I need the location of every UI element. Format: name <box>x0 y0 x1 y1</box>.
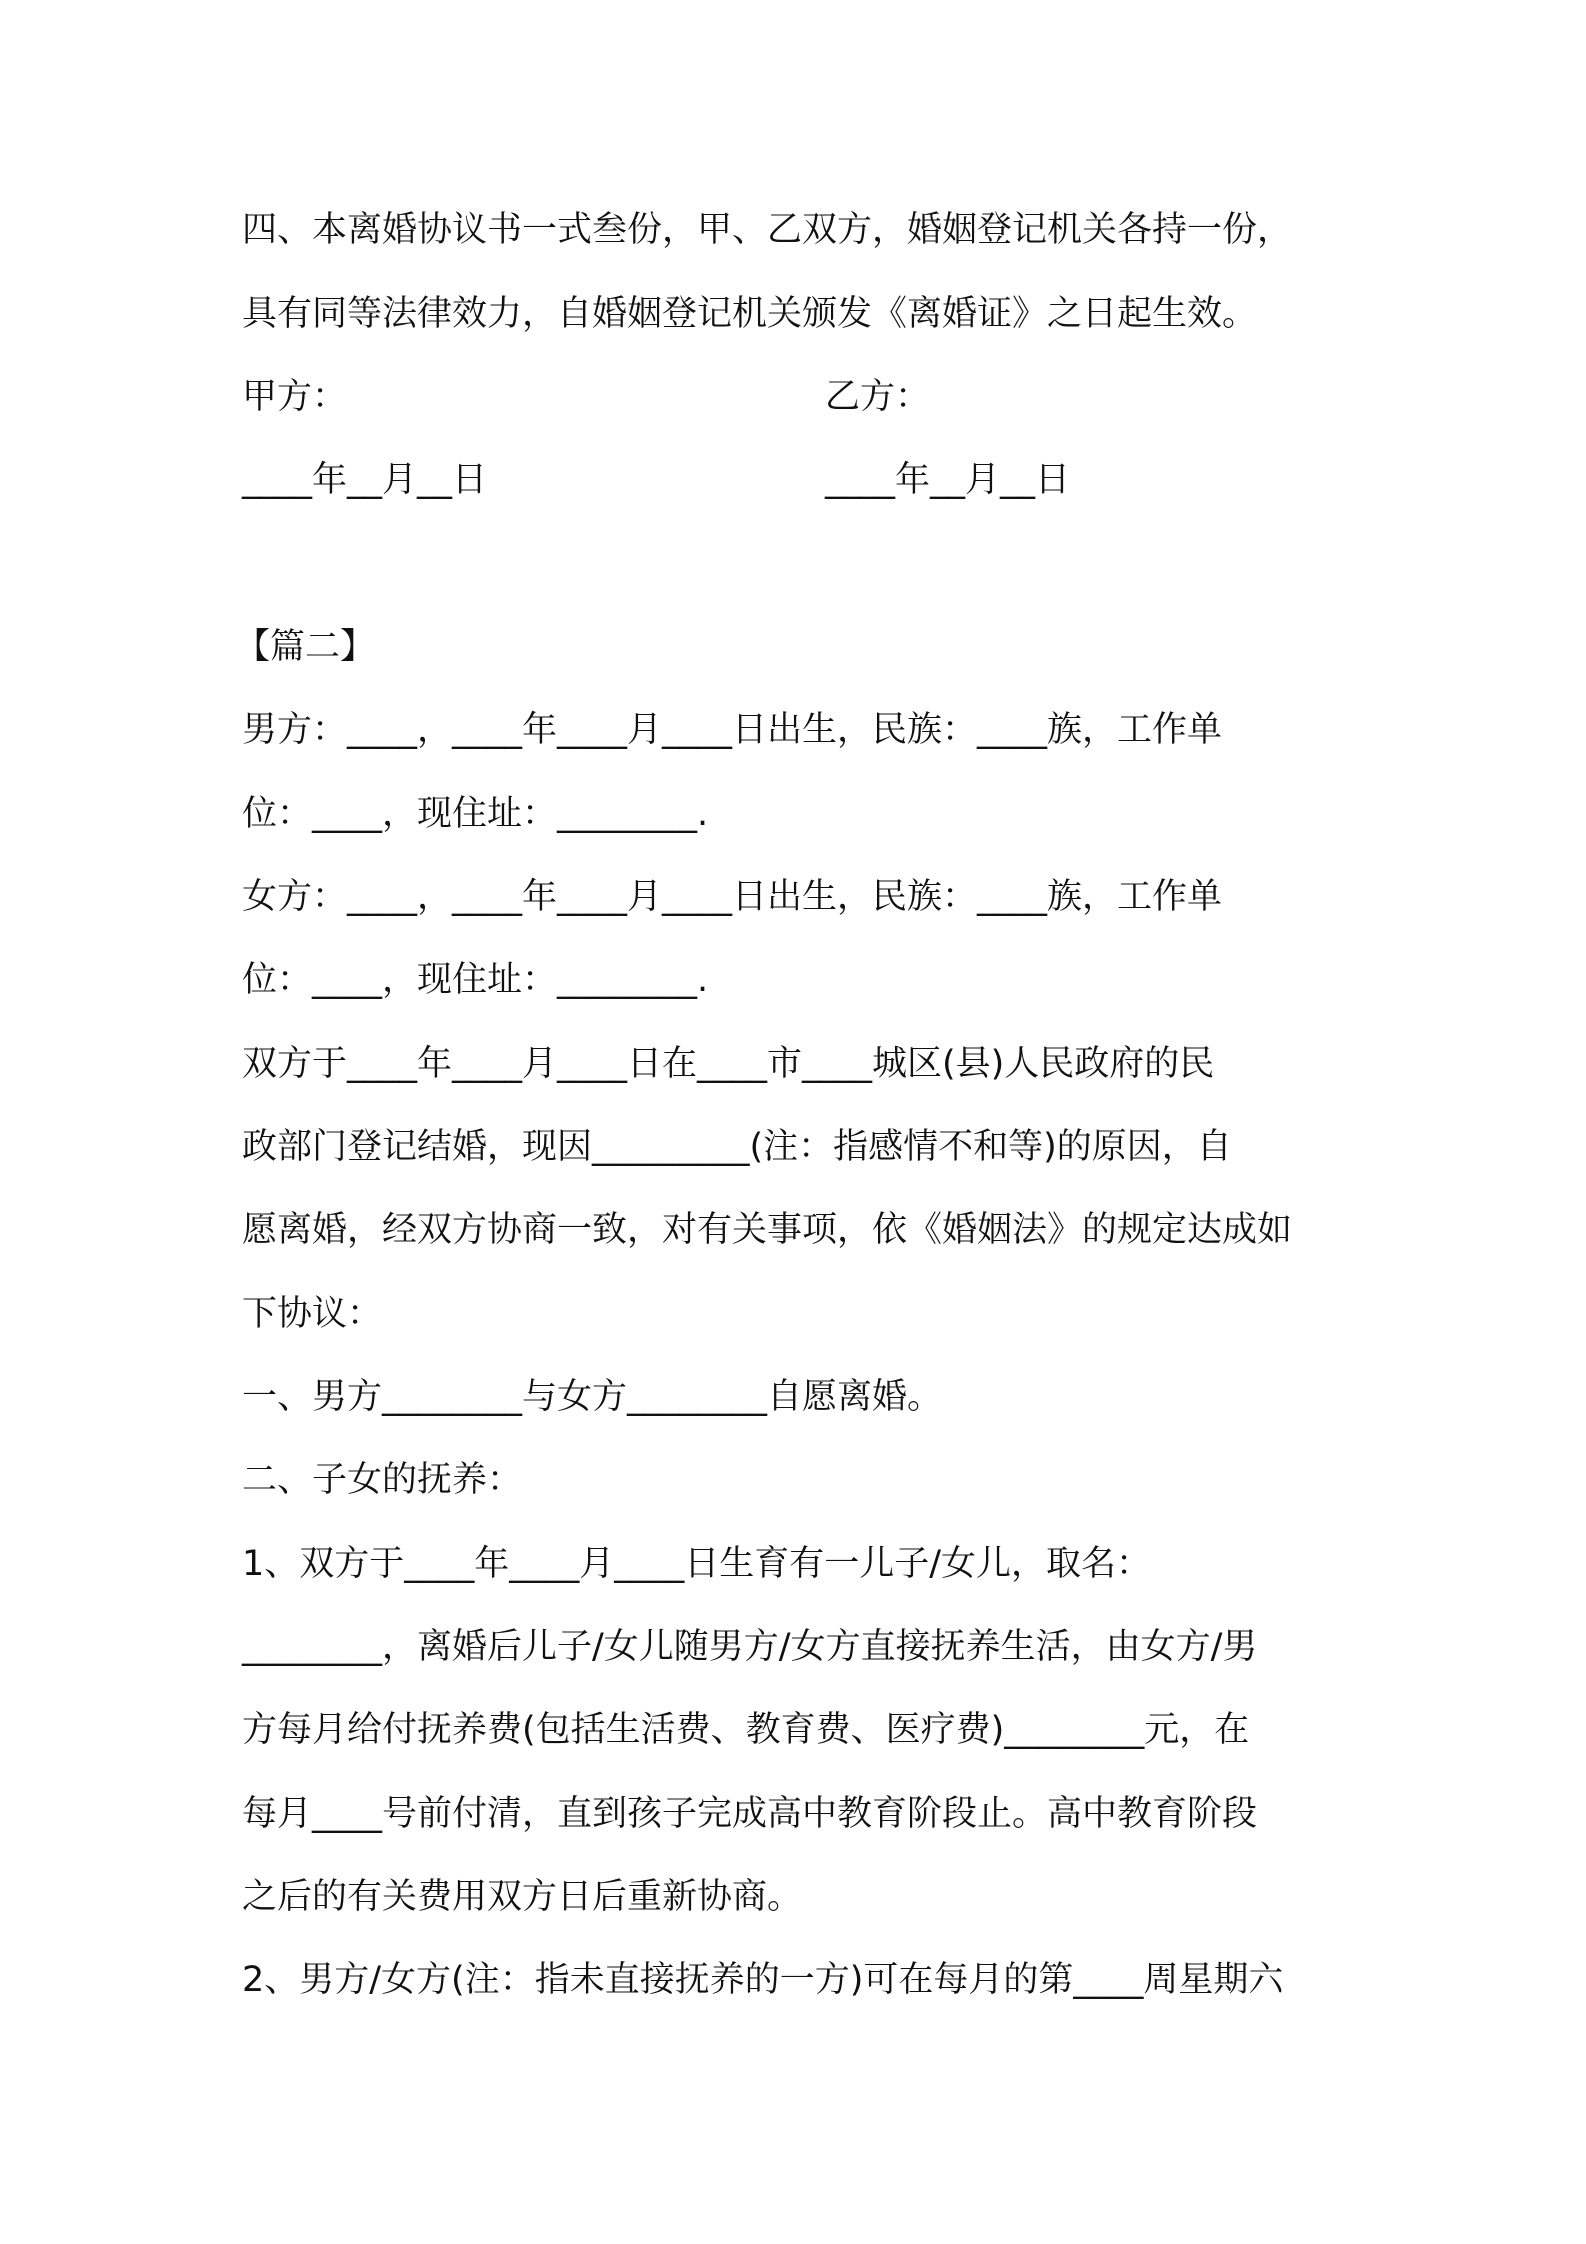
section-heading: 【篇二】 <box>235 627 376 667</box>
body-line: 每月____号前付清，直到孩子完成高中教育阶段止。高中教育阶段 <box>242 1794 1258 1834</box>
body-line: 女方：____，____年____月____日出生，民族：____族，工作单 <box>242 877 1223 917</box>
body-line: 下协议： <box>242 1294 383 1334</box>
party-a-date: ____年__月__日 <box>242 460 488 500</box>
body-line: 一、男方________与女方________自愿离婚。 <box>242 1377 943 1417</box>
body-line: 位：____，现住址：________. <box>242 960 709 1000</box>
party-a-label: 甲方： <box>242 377 348 417</box>
clause-4-line-2: 具有同等法律效力，自婚姻登记机关颁发《离婚证》之日起生效。 <box>242 294 1258 334</box>
clause-4-line-1: 四、本离婚协议书一式叁份，甲、乙双方，婚姻登记机关各持一份， <box>242 210 1293 250</box>
body-line: ________，离婚后儿子/女儿随男方/女方直接抚养生活，由女方/男 <box>242 1627 1258 1667</box>
body-line: 之后的有关费用双方日后重新协商。 <box>242 1877 803 1917</box>
body-line: 2、男方/女方(注：指未直接抚养的一方)可在每月的第____周星期六 <box>242 1960 1284 2000</box>
body-line: 政部门登记结婚，现因_________(注：指感情不和等)的原因，自 <box>242 1127 1232 1167</box>
body-line: 位：____，现住址：________. <box>242 794 709 834</box>
party-b-label: 乙方： <box>825 377 931 417</box>
body-line: 二、子女的抚养： <box>242 1460 523 1500</box>
party-b-date: ____年__月__日 <box>825 460 1071 500</box>
body-line: 愿离婚，经双方协商一致，对有关事项，依《婚姻法》的规定达成如 <box>242 1210 1293 1250</box>
body-line: 双方于____年____月____日在____市____城区(县)人民政府的民 <box>242 1044 1215 1084</box>
body-line: 男方：____，____年____月____日出生，民族：____族，工作单 <box>242 710 1223 750</box>
body-line: 1、双方于____年____月____日生育有一儿子/女儿，取名： <box>242 1544 1152 1584</box>
body-line: 方每月给付抚养费(包括生活费、教育费、医疗费)________元，在 <box>242 1710 1250 1750</box>
